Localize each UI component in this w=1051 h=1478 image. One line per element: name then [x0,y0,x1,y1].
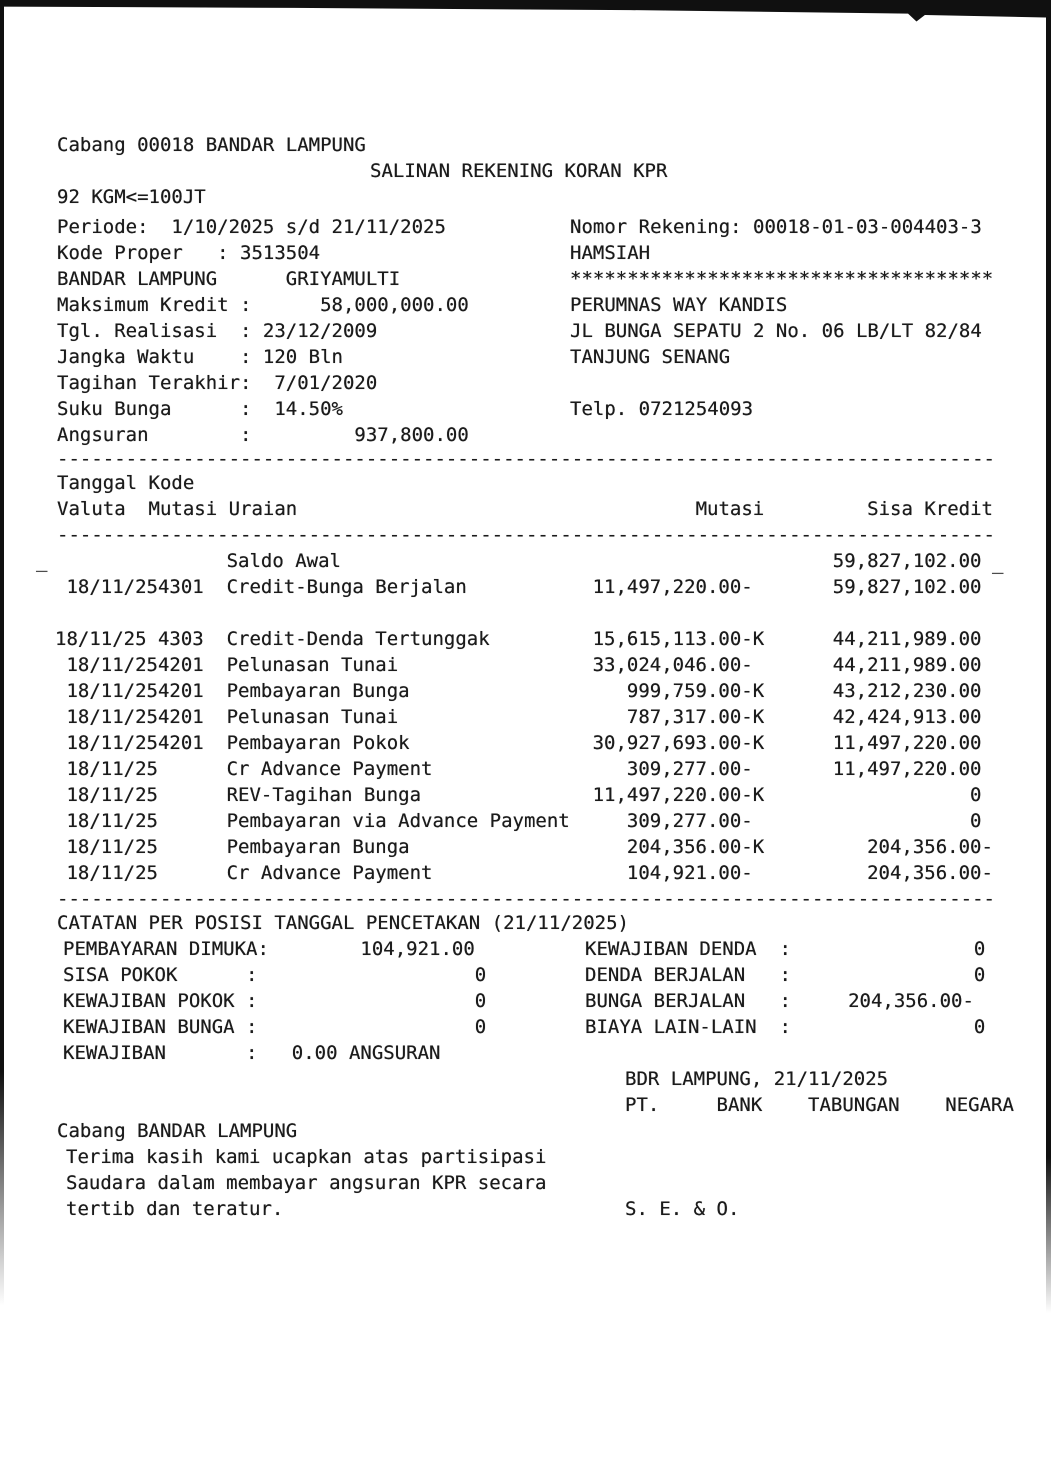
row-date-valuta: 18/11/25 [55,706,158,728]
table-row [55,810,993,832]
row-sisa-kredit: 204,356.00- [867,862,993,884]
row-uraian: Cr Advance Payment [226,862,433,884]
row-mutasi: 309,277.00- [626,758,765,780]
table-row [55,758,993,780]
row-sisa-kredit: 204,356.00- [867,836,993,858]
separator-line: ---------------------------------------------------------------------------------- [57,448,995,470]
row-mutasi: 204,356.00-K [626,836,765,858]
branch-header-line: Cabang 00018 BANDAR LAMPUNG [57,134,366,156]
row-mutasi: 999,759.00-K [626,680,765,702]
row-uraian: Pembayaran via Advance Payment [226,810,570,832]
text-line: SISA POKOK : 0 [63,964,487,986]
text-line: BIAYA LAIN-LAIN : 0 [585,1016,986,1038]
stray-underscore-left: _ [36,550,48,572]
row-uraian: Pembayaran Pokok [226,732,410,754]
table-header-valuta-mutasi-uraian: Valuta Mutasi Uraian [57,498,298,520]
row-date-valuta: 18/11/25 [55,758,158,780]
segment-code-line: 92 KGM<=100JT [57,186,206,208]
row-mutasi: 104,921.00- [626,862,765,884]
text-line: HAMSIAH [570,242,651,264]
table-row [55,602,993,624]
text-line: tertib dan teratur. [66,1198,284,1220]
row-kode-mutasi: 4201 [157,654,204,676]
text-line: Angsuran : 937,800.00 [57,424,469,446]
scan-artifact-top-edge [0,0,1051,22]
row-kode-mutasi: 4303 [157,628,204,650]
text-line: Tagihan Terakhir: 7/01/2020 [57,372,378,394]
text-line: BANDAR LAMPUNG GRIYAMULTI [57,268,401,290]
row-uraian: REV-Tagihan Bunga [226,784,422,806]
row-mutasi: 11,497,220.00-K [592,784,765,806]
row-mutasi: 33,024,046.00- [592,654,765,676]
row-date-valuta: 18/11/25 [55,862,158,884]
table-row [55,654,993,676]
text-line: Periode: 1/10/2025 s/d 21/11/2025 [57,216,446,238]
text-line: ************************************* [570,268,994,290]
text-line: KEWAJIBAN DENDA : 0 [585,938,986,960]
text-line: KEWAJIBAN BUNGA : 0 [63,1016,487,1038]
row-uraian: Credit-Denda Tertunggak [226,628,490,650]
text-line: BUNGA BERJALAN : 204,356.00- [585,990,974,1012]
row-sisa-kredit: 42,424,913.00 [832,706,993,728]
catatan-title: CATATAN PER POSISI TANGGAL PENCETAKAN (21/11/2025) [57,912,629,934]
text-line: TANJUNG SENANG [570,346,731,368]
text-line: Suku Bunga : 14.50% [57,398,343,420]
text-line: PERUMNAS WAY KANDIS [570,294,788,316]
row-uraian: Pelunasan Tunai [226,654,399,676]
scan-artifact-right-edge [1046,13,1051,1313]
scan-artifact-left-edge [0,6,4,1306]
footer-branch: Cabang BANDAR LAMPUNG [57,1120,298,1142]
text-line: Kode Proper : 3513504 [57,242,321,264]
document-title: SALINAN REKENING KORAN KPR [370,160,668,182]
text-line: JL BUNGA SEPATU 2 No. 06 LB/LT 82/84 [570,320,982,342]
table-header-tanggal-kode: Tanggal Kode [57,472,195,494]
table-row [55,680,993,702]
row-date-valuta: 18/11/25 [55,576,158,598]
row-kode-mutasi: 4201 [157,706,204,728]
footer-place-date: BDR LAMPUNG, 21/11/2025 [625,1068,889,1090]
row-mutasi: 787,317.00-K [626,706,765,728]
row-sisa-kredit: 0 [970,784,993,806]
text-line: KEWAJIBAN : 0.00 ANGSURAN [63,1042,441,1064]
text-line: KEWAJIBAN POKOK : 0 [63,990,487,1012]
row-uraian: Saldo Awal [226,550,341,572]
footer-seo: S. E. & O. [625,1198,740,1220]
text-line: Saudara dalam membayar angsuran KPR secara [66,1172,547,1194]
row-sisa-kredit: 0 [970,810,993,832]
row-date-valuta: 18/11/25 [55,628,147,650]
table-header-mutasi: Mutasi [695,498,765,520]
row-mutasi: 309,277.00- [626,810,765,832]
row-uraian: Credit-Bunga Berjalan [226,576,467,598]
row-sisa-kredit: 59,827,102.00 [832,576,993,598]
footer-company: PT. BANK TABUNGAN NEGARA [625,1094,1014,1116]
row-mutasi: 30,927,693.00-K [592,732,765,754]
row-sisa-kredit: 11,497,220.00 [832,732,993,754]
row-sisa-kredit: 11,497,220.00 [832,758,993,780]
row-uraian: Pelunasan Tunai [226,706,399,728]
separator-line: ---------------------------------------------------------------------------------- [57,888,995,910]
table-row [55,862,993,884]
table-row [55,706,993,728]
row-date-valuta: 18/11/25 [55,732,158,754]
row-mutasi: 15,615,113.00-K [592,628,765,650]
table-row [55,628,993,650]
text-line: PEMBAYARAN DIMUKA: 104,921.00 [63,938,475,960]
row-kode-mutasi: 4201 [157,732,204,754]
table-row [55,550,993,572]
row-sisa-kredit: 44,211,989.00 [832,628,993,650]
row-kode-mutasi: 4201 [157,680,204,702]
row-date-valuta: 18/11/25 [55,836,158,858]
row-kode-mutasi: 4301 [157,576,204,598]
text-line: Terima kasih kami ucapkan atas partisipasi [66,1146,547,1168]
row-uraian: Pembayaran Bunga [226,680,410,702]
text-line: Nomor Rekening: 00018-01-03-004403-3 [570,216,982,238]
row-uraian: Pembayaran Bunga [226,836,410,858]
row-date-valuta: 18/11/25 [55,810,158,832]
row-mutasi: 11,497,220.00- [592,576,765,598]
row-sisa-kredit: 44,211,989.00 [832,654,993,676]
table-row [55,576,993,598]
text-line: DENDA BERJALAN : 0 [585,964,986,986]
text-line: Maksimum Kredit : 58,000,000.00 [57,294,469,316]
row-sisa-kredit: 59,827,102.00 [832,550,993,572]
table-row [55,784,993,806]
row-sisa-kredit: 43,212,230.00 [832,680,993,702]
row-uraian: Cr Advance Payment [226,758,433,780]
text-line: Tgl. Realisasi : 23/12/2009 [57,320,378,342]
table-row [55,836,993,858]
row-date-valuta: 18/11/25 [55,654,158,676]
row-date-valuta: 18/11/25 [55,784,158,806]
row-date-valuta: 18/11/25 [55,680,158,702]
separator-line: ---------------------------------------------------------------------------------- [57,524,995,546]
text-line: Jangka Waktu : 120 Bln [57,346,343,368]
table-row [55,732,993,754]
table-header-sisa-kredit: Sisa Kredit [867,498,993,520]
stray-underscore-right: _ [992,552,1004,574]
text-line: Telp. 0721254093 [570,398,754,420]
